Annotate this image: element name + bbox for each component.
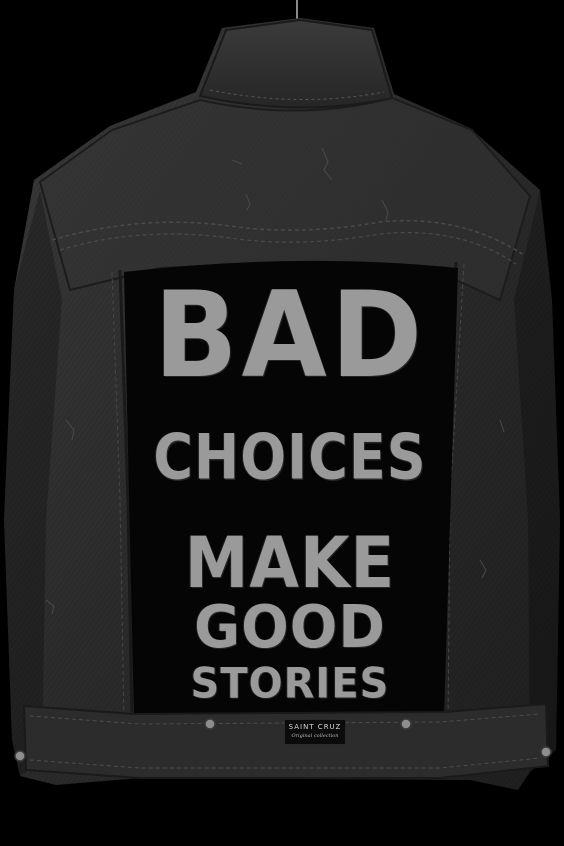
brand-label <box>284 719 346 745</box>
cuff-button-right <box>541 747 551 757</box>
slogan-line-4: GOOD <box>194 593 386 662</box>
collar <box>200 20 392 108</box>
waist-button-right <box>401 719 411 729</box>
slogan-line-1: BAD <box>153 265 427 405</box>
slogan-line-2: CHOICES <box>153 421 427 494</box>
cuff-button-left <box>15 751 25 761</box>
slogan-line-3: MAKE <box>184 523 396 605</box>
waist-button-left <box>205 719 215 729</box>
slogan-line-5: STORIES <box>190 659 390 709</box>
brand-name: SAINT CRUZ <box>288 723 342 731</box>
brand-subtitle: Original collection <box>291 733 339 739</box>
